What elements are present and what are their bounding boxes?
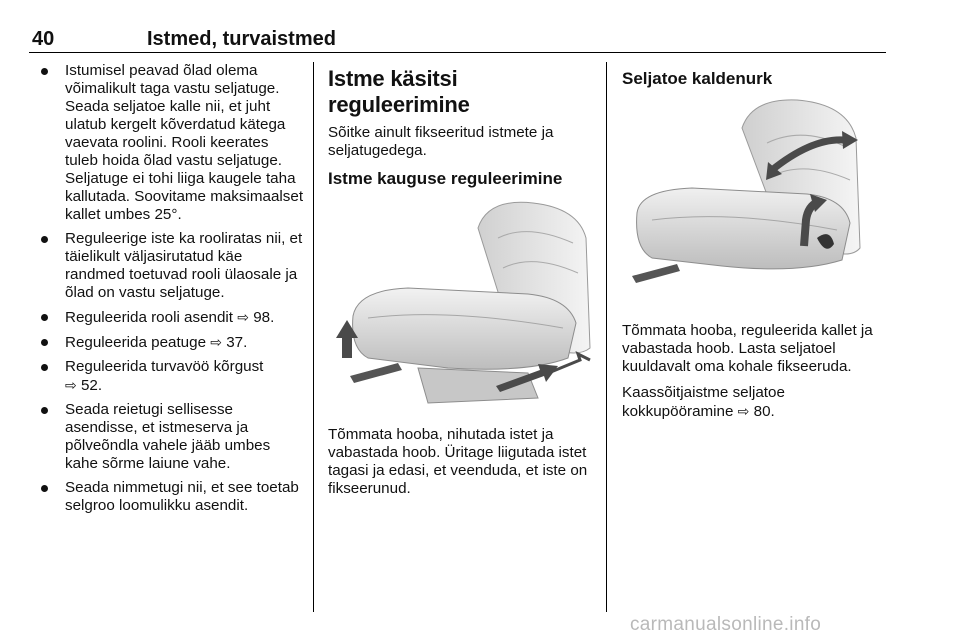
page-ref-link[interactable]: 98. (253, 309, 275, 326)
column-divider-1 (313, 62, 314, 612)
recline-caption: Tõmmata hooba, reguleerida kallet ja vabastada hoob. Lasta seljatoel kuuldavalt oma kohale fikseeruda. (622, 322, 873, 375)
page-ref-icon: ⇨ (737, 403, 750, 419)
page-ref-icon: ⇨ (65, 377, 77, 393)
subheading-distance: Istme kauguse reguleerimine (328, 169, 563, 188)
watermark: carmanualsonline.info (630, 614, 822, 635)
seat-distance-drawing (328, 198, 592, 412)
page-ref-icon: ⇨ (210, 334, 222, 350)
chapter-title: Istmed, turvaistmed (147, 28, 336, 50)
intro-text: Sõitke ainult fikseeritud istmete ja seljatugedega. (328, 124, 554, 159)
column-left (40, 62, 304, 521)
list-item: Seada nimmetugi nii, et see toetab selgroo loomulikku asendit. (40, 479, 304, 515)
list-item: Seada reietugi sellisesse asendisse, et istmeserva ja põlveõndla vahele jääb umbes kahe sõrme laiune vahe. (40, 401, 304, 473)
seat-distance-illustration (328, 198, 592, 412)
column-right (622, 62, 888, 429)
page-ref-link[interactable]: 52. (80, 377, 103, 394)
seating-tips-list (40, 62, 304, 515)
fold-note: Kaassõitjaistme seljatoe kokkupööramine ⇨ 80. (622, 384, 785, 420)
column-divider-2 (606, 62, 607, 612)
subheading-recline: Seljatoe kaldenurk (622, 69, 773, 88)
list-item: Reguleerige iste ka rooliratas nii, et täielikult väljasirutatud käe randmed toetuvad rooli ülaosale ja õlad on vastu seljatuge. (40, 230, 304, 302)
backrest-recline-illustration (622, 98, 886, 308)
backrest-recline-drawing (622, 98, 886, 308)
column-middle (328, 62, 592, 506)
page-ref-link[interactable]: 80. (753, 403, 775, 420)
page-header (29, 22, 886, 53)
page-number: 40 (32, 28, 55, 50)
list-item: Reguleerida rooli asendit ⇨ 98. (40, 308, 304, 327)
list-item: Istumisel peavad õlad olema võimalikult taga vastu seljatuge. Seada seljatoe kalle nii, et juht ulatub kergelt kõverdatud kätega vaevata roolini. Rooli keerates tuleb hoida õlad vastu seljatuge. Seljatuge ei tohi liiga kaugele taha kallutada. Soovitame maksimaalset kallet umbes 25°. (40, 62, 304, 224)
list-item: Reguleerida turvavöö kõrgust ⇨ 52. (40, 358, 304, 395)
list-item: Reguleerida peatuge ⇨ 37. (40, 333, 304, 352)
distance-caption: Tõmmata hooba, nihutada istet ja vabastada hoob. Üritage liigutada istet tagasi ja edasi, et veenduda, et iste on fikseerunud. (328, 426, 588, 497)
section-heading: Istme käsitsi reguleerimine (328, 66, 470, 117)
page-ref-link[interactable]: 37. (226, 334, 248, 351)
page-ref-icon: ⇨ (237, 309, 249, 325)
